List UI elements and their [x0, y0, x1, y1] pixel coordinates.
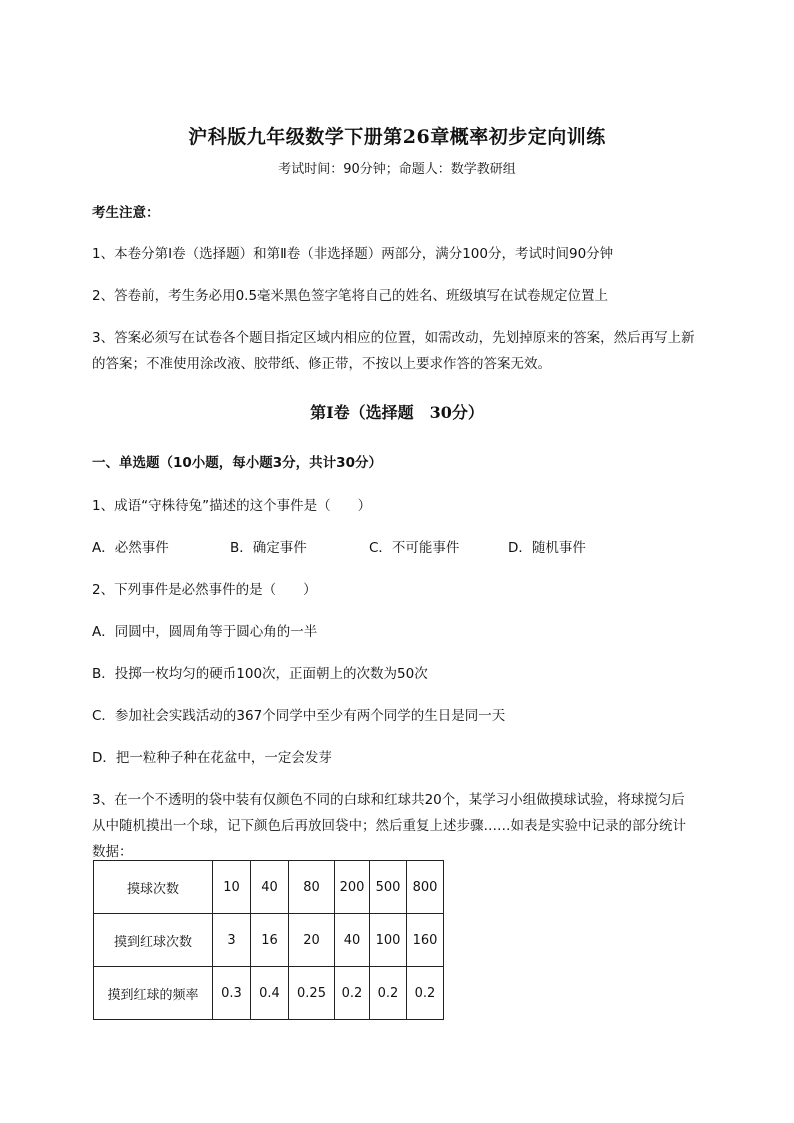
exam-info: 考试时间：90分钟；命题人：数学教研组: [278, 162, 516, 177]
table-cell: 0.4: [251, 967, 289, 1020]
table-cell: 20: [289, 914, 335, 967]
table-cell: 100: [370, 914, 407, 967]
question-1-option-c: C．不可能事件: [369, 540, 460, 556]
table-cell: 3: [213, 914, 251, 967]
notice-item-1: 1、本卷分第I卷（选择题）和第Ⅱ卷（非选择题）两部分，满分100分，考试时间90分钟: [92, 246, 614, 262]
table-row: [94, 861, 444, 914]
question-1-option-d: D．随机事件: [508, 540, 586, 556]
question-1-option-a: A．必然事件: [92, 540, 169, 556]
table-cell: 0.25: [289, 967, 335, 1020]
table-cell: 160: [407, 914, 444, 967]
table-row-header: 摸球次数: [94, 861, 213, 914]
question-3-line-1: 3、在一个不透明的袋中装有仅颜色不同的白球和红球共20个，某学习小组做摸球试验，将球搅匀后: [92, 792, 685, 808]
question-2-option-a: A．同圆中，圆周角等于圆心角的一半: [92, 624, 318, 640]
question-1-option-b: B．确定事件: [230, 540, 307, 556]
table-cell: 200: [335, 861, 370, 914]
question-3-line-3: 数据：: [92, 844, 133, 860]
table-row-header: 摸到红球次数: [94, 914, 213, 967]
question-2-option-c: C．参加社会实践活动的367个同学中至少有两个同学的生日是同一天: [92, 708, 506, 724]
notice-item-3: 3、答案必须写在试卷各个题目指定区域内相应的位置，如需改动，先划掉原来的答案，然后再写上新: [92, 330, 695, 346]
table-row: [94, 914, 444, 967]
table-cell: 16: [251, 914, 289, 967]
table-cell: 0.2: [407, 967, 444, 1020]
table-cell: 0.2: [335, 967, 370, 1020]
table-cell: 500: [370, 861, 407, 914]
question-2-stem: 2、下列事件是必然事件的是（ ）: [92, 582, 317, 598]
document-title: 沪科版九年级数学下册第26章概率初步定向训练: [188, 126, 606, 148]
table-cell: 80: [289, 861, 335, 914]
question-1-stem: 1、成语“守株待兔”描述的这个事件是（ ）: [92, 498, 372, 514]
table-cell: 10: [213, 861, 251, 914]
question-3-line-2: 从中随机摸出一个球，记下颜色后再放回袋中；然后重复上述步骤……如表是实验中记录的部分统计: [92, 818, 686, 834]
section-title: 第I卷（选择题 30分）: [310, 403, 484, 422]
question-2-option-b: B．投掷一枚均匀的硬币100次，正面朝上的次数为50次: [92, 666, 428, 682]
notice-item-3-cont: 的答案；不准使用涂改液、胶带纸、修正带，不按以上要求作答的答案无效。: [92, 356, 551, 372]
table-row-header: 摸到红球的频率: [94, 967, 213, 1020]
part-heading: 一、单选题（10小题，每小题3分，共计30分）: [92, 455, 382, 471]
table-cell: 0.2: [370, 967, 407, 1020]
table-row: [94, 967, 444, 1020]
question-2-option-d: D．把一粒种子种在花盆中，一定会发芽: [92, 750, 332, 766]
table-cell: 0.3: [213, 967, 251, 1020]
table-cell: 40: [335, 914, 370, 967]
table-cell: 800: [407, 861, 444, 914]
notice-item-2: 2、答卷前，考生务必用0.5毫米黑色签字笔将自己的姓名、班级填写在试卷规定位置上: [92, 288, 609, 304]
table-cell: 40: [251, 861, 289, 914]
notice-heading: 考生注意：: [92, 205, 160, 221]
statistics-table: [93, 860, 444, 1020]
